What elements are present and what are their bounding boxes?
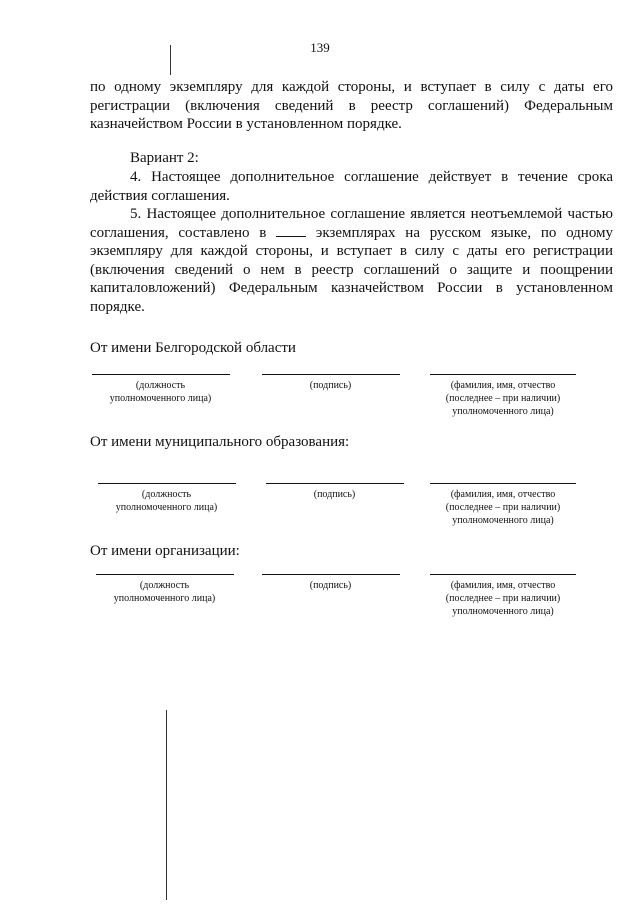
scan-mark	[166, 710, 167, 900]
signature-sign-field	[258, 374, 403, 392]
signature-line	[262, 374, 400, 375]
signature-sign-field	[258, 574, 403, 592]
signature-sign-field	[262, 483, 407, 501]
signature-position-field	[88, 374, 233, 405]
signature-line	[430, 483, 576, 484]
paragraph-5	[90, 205, 613, 316]
position-caption: (должность уполномоченного лица)	[109, 380, 212, 404]
name-caption: (фамилия, имя, отчество (последнее – при наличии) уполномоченного лица)	[445, 489, 561, 526]
signature-line	[98, 483, 236, 484]
signature-line	[92, 374, 230, 375]
copies-blank	[276, 226, 306, 237]
paragraph-5-end: экземплярах на русском языке, по одному экземпляру для каждой стороны, и вступает в силу с даты его регистрации (включения сведений о нем в реестр соглашений о защите и поощрении капиталовложений) Федеральным казначейством России в установленном порядке.	[90, 224, 614, 315]
signature-caption: (подпись)	[313, 489, 356, 500]
signature-position-field	[92, 574, 237, 605]
signature-name-field	[428, 374, 578, 418]
signature-line	[430, 574, 576, 575]
signature-line	[96, 574, 234, 575]
paragraph-5-start: 5. Настоящее дополнительное соглашение является неотъемлемой частью соглашения, составлено в	[90, 206, 613, 241]
scan-mark	[170, 45, 171, 75]
signature-name-field	[428, 483, 578, 527]
signature-heading-region: От имени Белгородской области	[90, 340, 296, 356]
signature-position-field	[94, 483, 239, 514]
variant-label: Вариант 2:	[130, 150, 199, 166]
signature-line	[262, 574, 400, 575]
signature-caption: (подпись)	[309, 380, 352, 391]
signature-heading-organization: От имени организации:	[90, 543, 240, 559]
page-number: 139	[310, 40, 330, 55]
signature-line	[430, 374, 576, 375]
signature-heading-municipality: От имени муниципального образования:	[90, 434, 350, 450]
signature-line	[266, 483, 404, 484]
signature-name-field	[428, 574, 578, 618]
signature-caption: (подпись)	[309, 580, 352, 591]
name-caption: (фамилия, имя, отчество (последнее – при наличии) уполномоченного лица)	[445, 580, 561, 617]
paragraph-4: 4. Настоящее дополнительное соглашение действует в течение срока действия соглашения.	[90, 169, 613, 204]
name-caption: (фамилия, имя, отчество (последнее – при наличии) уполномоченного лица)	[445, 380, 561, 417]
paragraph-continuation: по одному экземпляру для каждой стороны, и вступает в силу с даты его регистрации (включения сведений в реестр соглашений) Федеральным казначейством России в установленном порядке.	[90, 79, 613, 132]
position-caption: (должность уполномоченного лица)	[115, 489, 218, 513]
position-caption: (должность уполномоченного лица)	[113, 580, 216, 604]
